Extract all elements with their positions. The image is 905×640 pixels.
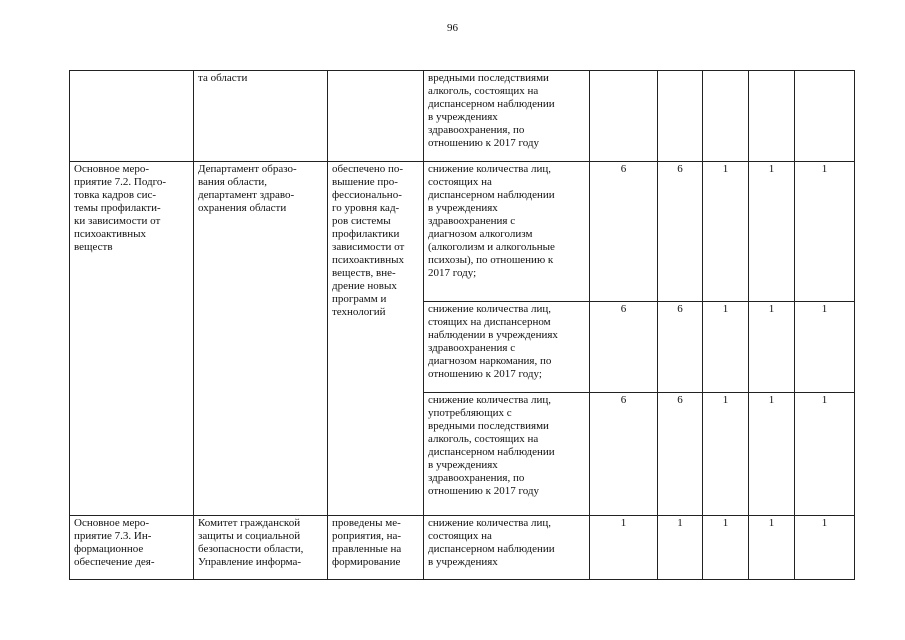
value-cell: 1 (703, 516, 749, 580)
value-cell: 1 (658, 516, 703, 580)
indicator-cell: вредными последствиями алкоголь, состоящих на диспансерном наблюдении в учреждениях здравоохранения, по отношению к 2017 году (424, 71, 590, 162)
executor-cell: Департамент образо- вания области, департамент здраво- охранения области (194, 162, 328, 516)
value-cell: 1 (749, 302, 795, 393)
table-row (70, 71, 855, 162)
value-cell: 1 (795, 393, 855, 516)
event-cell: Основное меро- приятие 7.2. Подго- товка кадров сис- темы профилакти- ки зависимости от психоактивных веществ (70, 162, 194, 516)
value-cell: 1 (703, 302, 749, 393)
table-row (70, 516, 855, 580)
program-table (69, 70, 855, 580)
value-cell (749, 71, 795, 162)
indicator-cell: снижение количества лиц, стоящих на диспансерном наблюдении в учреждениях здравоохранения с диагнозом наркомания, по отношению к 2017 году; (424, 302, 590, 393)
result-cell: проведены ме- роприятия, на- правленные на формирование (328, 516, 424, 580)
result-cell: обеспечено по- вышение про- фессионально- го уровня кад- ров системы профилактики зависимости от психоактивных веществ, вне- дрение новых программ и технологий (328, 162, 424, 516)
table-row (70, 162, 855, 302)
page-number: 96 (447, 22, 458, 34)
value-cell: 6 (590, 302, 658, 393)
event-cell: Основное меро- приятие 7.3. Ин- формационное обеспечение дея- (70, 516, 194, 580)
value-cell (703, 71, 749, 162)
indicator-cell: снижение количества лиц, употребляющих с вредными последствиями алкоголь, состоящих на диспансерном наблюдении в учреждениях здравоохранения, по отношению к 2017 году (424, 393, 590, 516)
result-cell (328, 71, 424, 162)
executor-cell: Комитет гражданской защиты и социальной безопасности области, Управление информа- (194, 516, 328, 580)
value-cell: 1 (590, 516, 658, 580)
executor-cell: та области (194, 71, 328, 162)
value-cell: 6 (658, 302, 703, 393)
value-cell: 1 (749, 516, 795, 580)
value-cell: 6 (590, 393, 658, 516)
value-cell (795, 71, 855, 162)
value-cell: 1 (749, 162, 795, 302)
value-cell: 1 (795, 302, 855, 393)
indicator-cell: снижение количества лиц, состоящих на диспансерном наблюдении в учреждениях здравоохранения с диагнозом алкоголизм (алкоголизм и алкогольные психозы), по отношению к 2017 году; (424, 162, 590, 302)
value-cell: 6 (590, 162, 658, 302)
value-cell: 6 (658, 162, 703, 302)
value-cell (658, 71, 703, 162)
value-cell: 1 (749, 393, 795, 516)
value-cell: 6 (658, 393, 703, 516)
indicator-cell: снижение количества лиц, состоящих на диспансерном наблюдении в учреждениях (424, 516, 590, 580)
event-cell (70, 71, 194, 162)
value-cell: 1 (703, 393, 749, 516)
value-cell: 1 (703, 162, 749, 302)
value-cell (590, 71, 658, 162)
value-cell: 1 (795, 516, 855, 580)
value-cell: 1 (795, 162, 855, 302)
